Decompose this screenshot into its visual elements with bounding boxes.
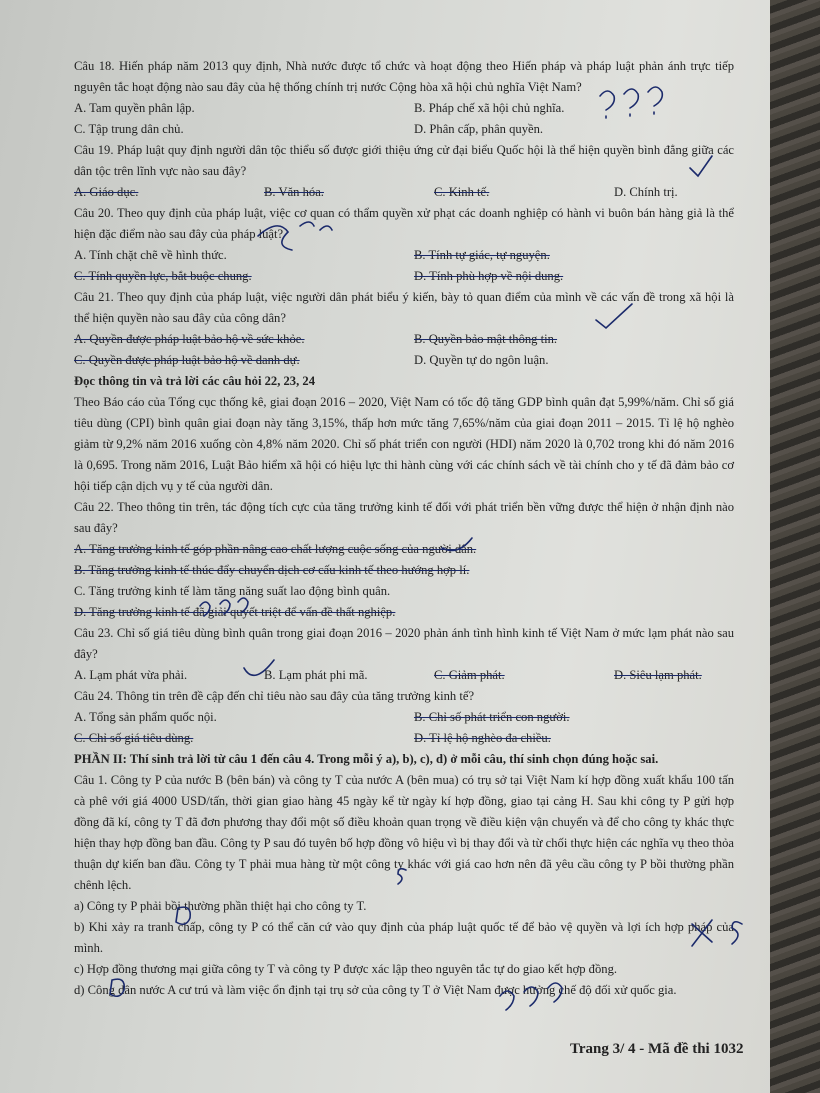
q20-option-a: A. Tính chặt chẽ về hình thức. <box>74 248 227 262</box>
question-20-stem: Câu 20. Theo quy định của pháp luật, việc cơ quan có thẩm quyền xử phạt các doanh nghiệp có hành vi buôn bán hàng giả là thể hiện đặc điểm nào sau đây của pháp luật? <box>74 206 734 241</box>
question-22-stem: Câu 22. Theo thông tin trên, tác động tích cực của tăng trưởng kinh tế đối với phát triển bền vững được thể hiện ở nhận định nào sau đây? <box>74 500 734 535</box>
question-19-stem: Câu 19. Pháp luật quy định người dân tộc thiểu số được giới thiệu ứng cử đại biểu Quốc hội là thể hiện quyền bình đẳng giữa các dân tộc trên lĩnh vực nào sau đây? <box>74 143 734 178</box>
q23-option-a: A. Lạm phát vừa phải. <box>74 668 188 682</box>
question-24-stem: Câu 24. Thông tin trên đề cập đến chỉ tiêu nào sau đây của tăng trưởng kinh tế? <box>74 689 475 703</box>
question-21-options <box>74 329 734 371</box>
q19-option-c: C. Kinh tế. <box>434 185 490 199</box>
question-20-options <box>74 245 734 287</box>
q19-option-b: B. Văn hóa. <box>264 185 324 199</box>
question-21-stem: Câu 21. Theo quy định của pháp luật, việc người dân phát biểu ý kiến, bày tỏ quan điểm của mình về các vấn đề trong xã hội là thể hiện quyền nào sau đây của công dân? <box>74 290 734 325</box>
question-24-options <box>74 707 734 749</box>
part2-heading: PHẦN II: Thí sinh trả lời từ câu 1 đến câu 4. Trong mỗi ý a), b), c), d) ở mỗi câu, thí sinh chọn đúng hoặc sai. <box>74 752 659 766</box>
q20-option-c: C. Tính quyền lực, bắt buộc chung. <box>74 269 252 283</box>
q21-option-c: C. Quyền được pháp luật bảo hộ về danh dự. <box>74 353 300 367</box>
q23-option-d: D. Siêu lạm phát. <box>614 668 702 682</box>
q22-option-b: B. Tăng trưởng kinh tế thúc đẩy chuyển dịch cơ cấu kinh tế theo hướng hợp lí. <box>74 563 470 577</box>
q23-option-b: B. Lạm phát phi mã. <box>264 668 368 682</box>
question-18-stem: Câu 18. Hiến pháp năm 2013 quy định, Nhà nước được tổ chức và hoạt động theo Hiến pháp và pháp luật phản ánh trực tiếp nguyên tắc hoạt động nào sau đây của hệ thống chính trị nước Cộng hòa xã hội chủ nghĩa Việt Nam? <box>74 59 734 94</box>
part2-q1-item-d: d) Công dân nước A cư trú và làm việc ổn định tại trụ sở của công ty T ở Việt Nam được hưởng chế độ đối xử quốc gia. <box>74 983 677 997</box>
part2-q1-item-a: a) Công ty P phải bồi thường phần thiệt hại cho công ty T. <box>74 899 367 913</box>
q23-option-c: C. Giảm phát. <box>434 668 505 682</box>
question-22-options <box>74 539 734 623</box>
q20-option-d: D. Tính phù hợp về nội dung. <box>414 269 564 283</box>
question-19-options <box>74 182 734 203</box>
q19-option-a: A. Giáo dục. <box>74 185 139 199</box>
q22-option-c: C. Tăng trưởng kinh tế làm tăng năng suất lao động bình quân. <box>74 584 391 598</box>
q22-option-a: A. Tăng trưởng kinh tế góp phần nâng cao chất lượng cuộc sống của người dân. <box>74 542 477 556</box>
q21-option-d: D. Quyền tự do ngôn luận. <box>414 353 549 367</box>
background-surface <box>770 0 820 1093</box>
reading-heading: Đọc thông tin và trả lời các câu hỏi 22, 23, 24 <box>74 374 315 388</box>
part2-q1-item-b: b) Khi xảy ra tranh chấp, công ty P có thể căn cứ vào quy định của pháp luật quốc tế để bảo vệ quyền và lợi ích hợp pháp của mình. <box>74 920 734 955</box>
q24-option-b: B. Chỉ số phát triển con người. <box>414 710 570 724</box>
q20-option-b: B. Tính tự giác, tự nguyện. <box>414 248 550 262</box>
q24-option-a: A. Tổng sản phẩm quốc nội. <box>74 710 217 724</box>
question-23-options <box>74 665 734 686</box>
part2-question-1-stem: Câu 1. Công ty P của nước B (bên bán) và công ty T của nước A (bên mua) có trụ sở tại Việt Nam kí hợp đồng xuất khẩu 100 tấn cà phê với giá 4000 USD/tấn, thời gian giao hàng 45 ngày kể từ ngày kí hợp đồng, giao tại cảng H. Sau khi công ty P gửi hợp đồng đã kí, công ty T đã đơn phương thay đổi một số điều khoản quan trọng về điều kiện vận chuyển và để cho công ty khác thực hiện thay hợp đồng ban đầu. Công ty P sau đó tuyên bố hợp đồng vô hiệu vì bị thay đổi và từ chối thực hiện các nghĩa vụ theo thỏa thuận dự kiến ban đầu. Công ty T phải mua hàng từ một công ty khác với giá cao hơn nên đã yêu cầu công ty P bồi thường phần chênh lệch. <box>74 773 734 892</box>
q18-option-b: B. Pháp chế xã hội chủ nghĩa. <box>414 101 565 115</box>
q21-option-b: B. Quyền bảo mật thông tin. <box>414 332 558 346</box>
q24-option-c: C. Chỉ số giá tiêu dùng. <box>74 731 194 745</box>
reading-passage: Theo Báo cáo của Tổng cục thống kê, giai đoạn 2016 – 2020, Việt Nam có tốc độ tăng GDP bình quân đạt 5,99%/năm. Chỉ số giá tiêu dùng (CPI) bình quân giai đoạn này tăng 3,15%, thấp hơn mức tăng 7,65%/năm của giai đoạn 2011 – 2015. Tỉ lệ hộ nghèo giảm từ 9,2% năm 2016 xuống còn 4,8% năm 2020. Chỉ số phát triển con người (HDI) năm 2020 là 0,702 trong khi đó năm 2016 là 0,695. Trong năm 2016, Luật Bảo hiểm xã hội có hiệu lực thi hành cùng với các chính sách về tài chính cho y tế đã đảm bảo cơ hội tiếp cận dịch vụ y tế của người dân. <box>74 395 734 493</box>
part2-q1-item-c: c) Hợp đồng thương mại giữa công ty T và công ty P được xác lập theo nguyên tắc tự do giao kết hợp đồng. <box>74 962 618 976</box>
q24-option-d: D. Tỉ lệ hộ nghèo đa chiều. <box>414 731 551 745</box>
question-18-options <box>74 98 734 140</box>
q18-option-c: C. Tập trung dân chủ. <box>74 122 184 136</box>
q19-option-d: D. Chính trị. <box>614 185 678 199</box>
exam-content <box>74 56 734 1001</box>
q22-option-d: D. Tăng trưởng kinh tế đã giải quyết triệt để vấn đề thất nghiệp. <box>74 605 396 619</box>
q18-option-a: A. Tam quyền phân lập. <box>74 101 195 115</box>
q21-option-a: A. Quyền được pháp luật bảo hộ về sức khỏe. <box>74 332 305 346</box>
page-footer: Trang 3/ 4 - Mã đề thi 1032 <box>570 1041 744 1057</box>
q18-option-d: D. Phân cấp, phân quyền. <box>414 122 544 136</box>
question-23-stem: Câu 23. Chỉ số giá tiêu dùng bình quân trong giai đoạn 2016 – 2020 phản ánh tình hình kinh tế Việt Nam ở mức lạm phát nào sau đây? <box>74 626 734 661</box>
